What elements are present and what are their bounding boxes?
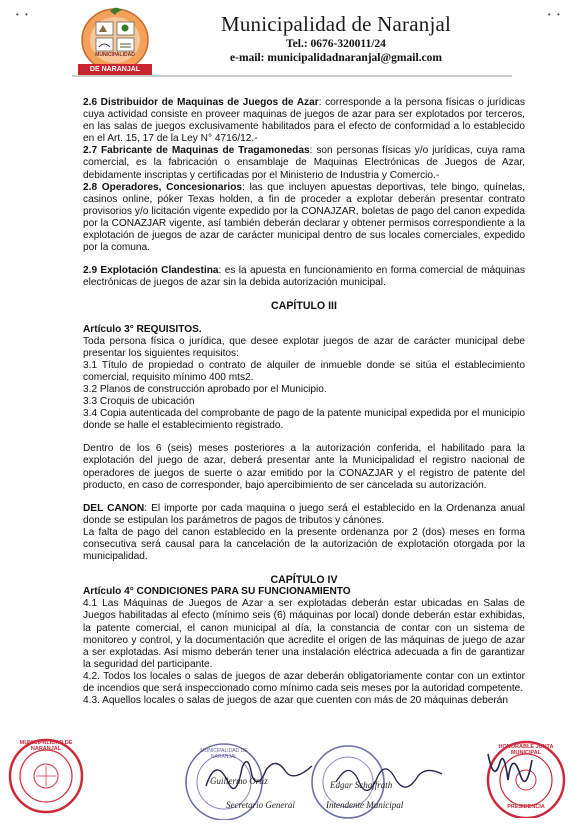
stamp-left-text: MUNICIPALIDAD DE NARANJAL — [19, 740, 73, 752]
stamp-right-text: HONORABLE JUNTA MUNICIPAL — [498, 744, 554, 756]
org-title: Municipalidad de Naranjal — [220, 12, 452, 36]
letterhead — [0, 0, 588, 84]
signature-presidente — [480, 746, 536, 798]
section-2-7 — [83, 145, 525, 181]
canon-text: : El importe por cada maquina o juego será el establecido en la Ordenanza anual donde se estipulan los parámetros de pagos de tributos y cánones. — [83, 502, 525, 526]
section-text: : las que incluyen apuestas deportivas, tele bingo, quínelas, casinos online, póker Texas holden, a fin de proceder a explotar deberán presentar contrato provisorios y/o licitación vigente expedido por la CONAJZAR, boletas de pago del canon expedida por la CONAZJAR vigente, así también deberán declarar y obtener permisos correspondiente a la explotación de juegos de azar de carácter municipal dentro de sus locales comerciales, expedido por la comuna. — [83, 181, 525, 254]
article-3-paragraph: Dentro de los 6 (seis) meses posteriores a la autorización conferida, el habilitado para la explotación del juego de azar, deberá presentar ante la Municipalidad el registro nacional de operadores de juegos de suerte o azar emitido por la CONAZJAR y el registro de patente del producto, en caso de corresponder, bajo apercibimiento de ser cancelada su autorización. — [83, 443, 525, 491]
section-2-6 — [83, 97, 525, 145]
signature-intendente — [330, 752, 450, 802]
stamp-blue-text: MUNICIPALIDAD DE NARANJAL — [200, 748, 248, 760]
section-text: : es la apuesta en funcionamiento en forma comercial de máquinas electrónicas de juegos de azar sin la debida autorización municipal. — [83, 265, 525, 289]
section-heading: 2.8 Operadores, Concesionarios — [83, 181, 243, 193]
requirement-3-3: 3.3 Croquis de ubicación — [83, 396, 195, 408]
signer1-role: Secretario General — [226, 800, 295, 810]
chapter-3-title: CAPÍTULO III — [271, 300, 337, 313]
requirement-3-4: 3.4 Copia autenticada del comprobante de pago de la patente municipal expedida por el municipio donde se halle el establecimiento registrado. — [83, 408, 525, 432]
section-text: : son personas físicas y/o jurídicas, cuya rama comercial, es la fabricación o ensamblaje de Maquinas Electrónicas de Juegos de Azar, debidamente inscriptas y certificadas por el Ministerio de Industria y Comercio.- — [83, 145, 525, 181]
section-heading: 2.7 Fabricante de Maquinas de Tragamonedas — [83, 145, 310, 157]
canon-paragraph-2: La falta de pago del canon establecido en la presente ordenanza por 2 (dos) meses en forma consecutiva será causal para la cancelación de la autorización de explotación otorgada por la municipalidad. — [83, 526, 525, 563]
article-4-title: Artículo 4° CONDICIONES PARA SU FUNCIONAMIENTO — [83, 586, 351, 598]
stamp-right-sub: PRESIDENCIA — [507, 804, 545, 810]
stamp-municipal-red — [6, 736, 86, 816]
section-heading: 2.9 Explotación Clandestina — [83, 265, 219, 277]
logo-banner-text: DE NARANJAL — [89, 66, 141, 73]
org-phone: Tel.: 0676-320011/24 — [286, 38, 386, 50]
requirement-3-2: 3.2 Planos de construcción aprobado por el Municipio. — [83, 383, 327, 395]
signer2-role: Intendente Municipal — [326, 800, 404, 810]
header-rule — [72, 74, 512, 78]
document-body — [83, 97, 525, 707]
signer1-name: Guillermo Ortiz — [210, 776, 268, 786]
org-email: e-mail: municipalidadnaranjal@gmail.com — [230, 52, 442, 64]
condition-4-2: 4.2. Todos los locales o salas de juegos de azar deberán obligatoriamente contar con un extintor de incendios que será inspeccionado como mínimo cada seis meses por la autoridad competente. — [83, 670, 525, 695]
section-heading: 2.6 Distribuidor de Maquinas de Juegos de Azar — [83, 97, 319, 108]
section-text: : corresponde a la persona físicas o jurídicas cuya actividad consiste en proveer maquinas de juegos de azar para ser explotados por terceros, en las salas de juegos exclusivamente habilitados para el efecto de conformidad a lo establecido en el Art. 15, 17 de la Ley N° 4716/12.- — [83, 97, 525, 145]
scan-marks-left: • • — [16, 10, 30, 19]
section-2-8 — [83, 182, 525, 255]
requirement-3-1: 3.1 Título de propiedad o contrato de alquiler de inmueble donde se sitúa el establecimiento comercial, requisito mínimo 400 mts2. — [83, 359, 525, 383]
signer2-name: Edgar Schaffrath — [330, 780, 393, 790]
chapter-4-title: CAPÍTULO IV — [270, 574, 338, 587]
condition-4-3: 4.3. Aquellos locales o salas de juegos de azar que cuenten con más de 20 máquinas deberán — [83, 695, 508, 707]
scan-marks-right: • • — [548, 10, 562, 19]
condition-4-1: 4.1 Las Máquinas de Juegos de Azar a ser explotadas deberán estar ubicadas en Salas de Juegos habilitadas al efecto (mínimo seis (6) máquinas por local) donde deberán estar exhibidas, la patente comercial, el canon municipal al día, la constancia de contar con un sistema de monitoreo y control, y la documentación que acredite el origen de las máquinas de juego de azar a ser explotadas. Así mismo deberán tener una instalación eléctrica adecuada a fin de garantizar la seguridad del participante. — [83, 598, 525, 670]
municipal-logo — [72, 6, 158, 80]
article-3-title: Artículo 3° REQUISITOS. — [83, 323, 202, 335]
article-3-intro: Toda persona física o jurídica, que desee explotar juegos de azar de carácter municipal debe presentar los siguientes requisitos: — [83, 335, 525, 359]
canon-heading: DEL CANON — [83, 502, 145, 514]
section-2-9 — [83, 265, 525, 289]
canon-paragraph — [83, 503, 525, 527]
logo-caption-text: MUNICIPALIDAD — [95, 52, 135, 58]
